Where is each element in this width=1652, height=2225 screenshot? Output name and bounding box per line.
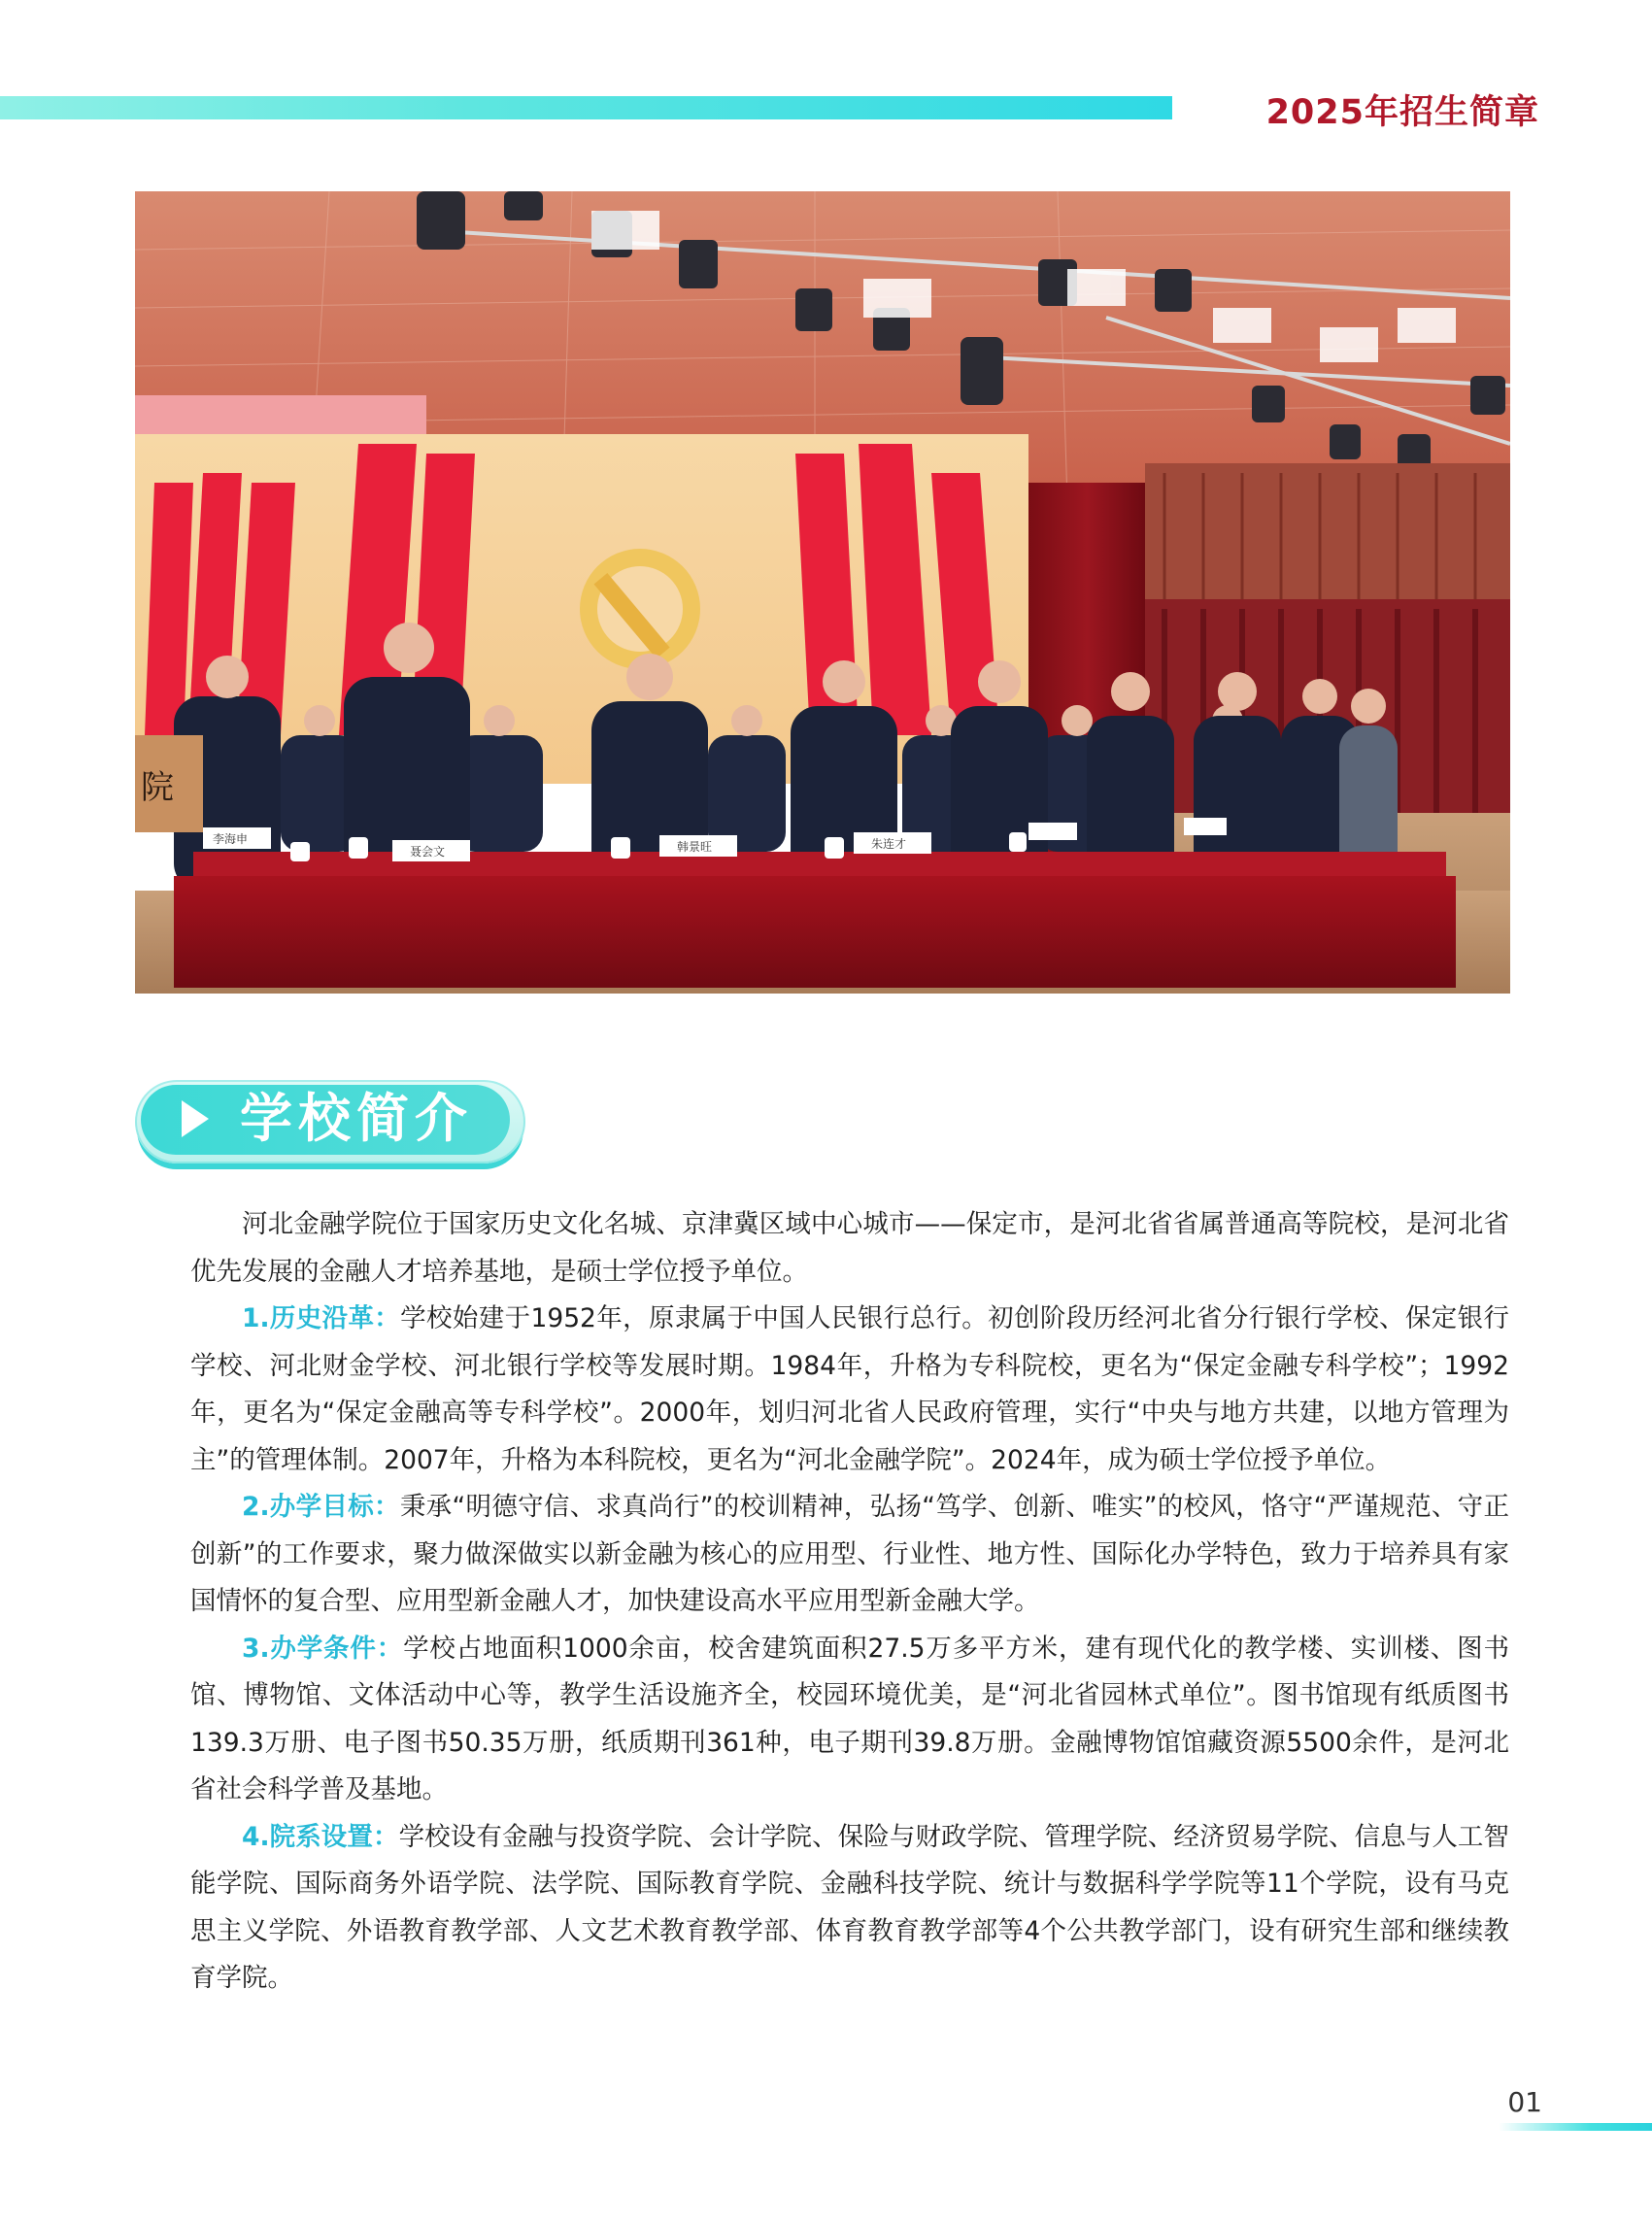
- intro-body: [190, 1201, 1509, 2003]
- goal-label: 2.办学目标：: [242, 1492, 400, 1522]
- goal-paragraph: [190, 1484, 1509, 1626]
- section-heading: [135, 1080, 525, 1163]
- page-number: 01: [1507, 2086, 1542, 2118]
- history-text: 学校始建于1952年，原隶属于中国人民银行总行。初创阶段历经河北省分行银行学校、保定银行学校、河北财金学校、河北银行学校等发展时期。1984年，升格为专科院校，更名为“保定金融专科学校”；1992年，更名为“保定金融高等专科学校”。2000年，划归河北省人民政府管理，实行“中央与地方共建，以地方管理为主”的管理体制。2007年，升格为本科院校，更名为“河北金融学院”。2024年，成为硕士学位授予单位。: [190, 1303, 1509, 1475]
- conference-photo: [135, 191, 1510, 994]
- play-arrow-icon: [182, 1100, 209, 1137]
- conditions-paragraph: [190, 1626, 1509, 1814]
- nameplate-1: 李海申: [213, 832, 249, 846]
- nameplate-3: 韩景旺: [677, 840, 713, 854]
- page-number-underline: [1499, 2123, 1652, 2131]
- brochure-title: 2025年招生简章: [1265, 93, 1539, 132]
- departments-label: 4.院系设置：: [242, 1821, 399, 1852]
- podium-glyph: 院: [141, 768, 174, 807]
- departments-text: 学校设有金融与投资学院、会计学院、保险与财政学院、管理学院、经济贸易学院、信息与人工智能学院、国际商务外语学院、法学院、国际教育学院、金融科技学院、统计与数据科学学院等11个学院，设有马克思主义学院、外语教育教学部、人文艺术教育教学部、体育教育教学部等4个公共教学部门，设有研究生部和继续教育学院。: [190, 1821, 1510, 1993]
- nameplate-4: 朱连才: [871, 837, 907, 851]
- top-accent-bar: [0, 96, 1172, 119]
- history-label: 1.历史沿革：: [242, 1303, 401, 1333]
- conditions-text: 学校占地面积1000余亩，校舍建筑面积27.5万多平方米，建有现代化的教学楼、实训楼、图书馆、博物馆、文体活动中心等，教学生活设施齐全，校园环境优美，是“河北省园林式单位”。图书馆现有纸质图书139.3万册、电子图书50.35万册，纸质期刊361种，电子期刊39.8万册。金融博物馆馆藏资源5500余件，是河北省社会科学普及基地。: [190, 1633, 1509, 1804]
- intro-paragraph: 河北金融学院位于国家历史文化名城、京津冀区域中心城市——保定市，是河北省省属普通高等院校，是河北省优先发展的金融人才培养基地，是硕士学位授予单位。: [190, 1209, 1509, 1287]
- nameplate-2: 聂会文: [410, 845, 446, 859]
- section-heading-text: 学校简介: [240, 1088, 473, 1149]
- conditions-label: 3.办学条件：: [242, 1633, 404, 1664]
- history-paragraph: [190, 1296, 1509, 1484]
- departments-paragraph: [190, 1814, 1509, 2003]
- goal-text: 秉承“明德守信、求真尚行”的校训精神，弘扬“笃学、创新、唯实”的校风，恪守“严谨规范、守正创新”的工作要求，聚力做深做实以新金融为核心的应用型、行业性、地方性、国际化办学特色，致力于培养具有家国情怀的复合型、应用型新金融人才，加快建设高水平应用型新金融大学。: [190, 1492, 1509, 1616]
